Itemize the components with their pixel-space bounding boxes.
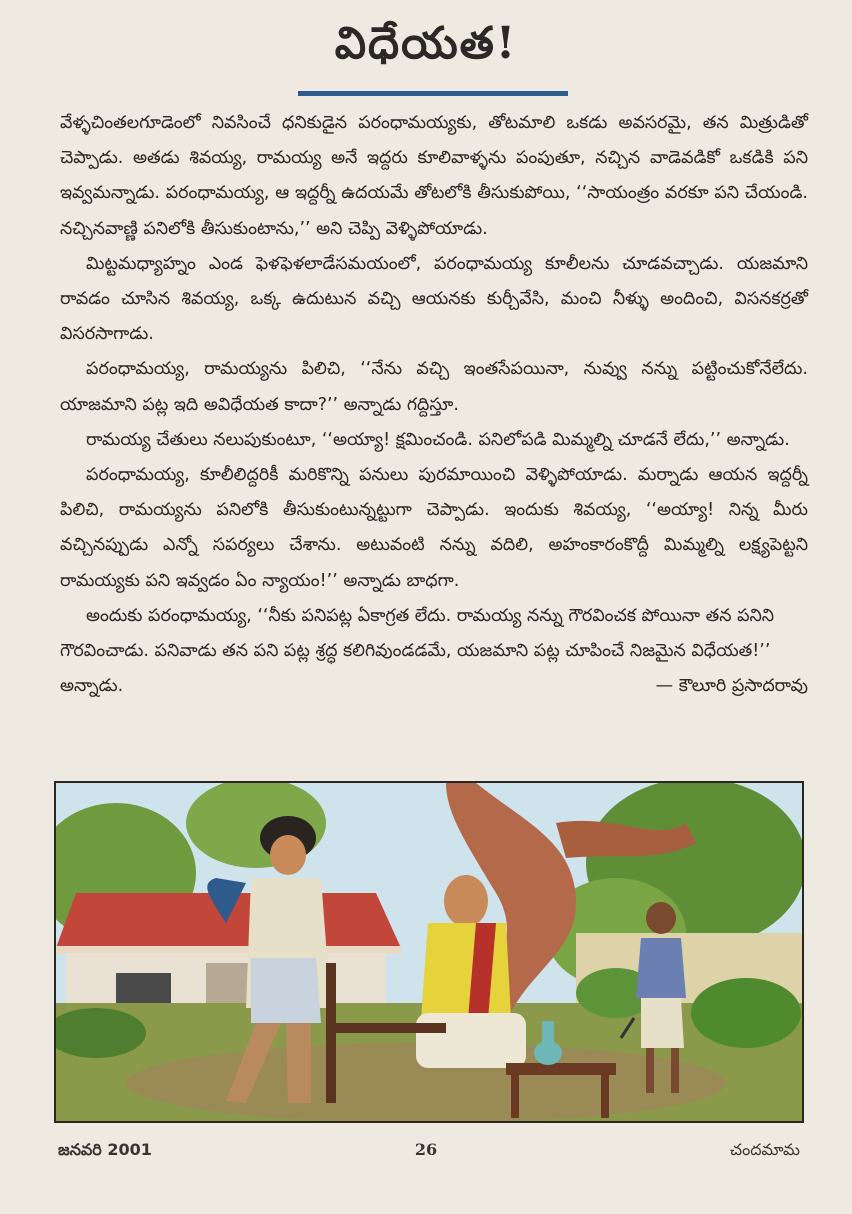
story-paragraph-6-wrap bbox=[60, 599, 808, 705]
page-number: 26 bbox=[414, 1140, 438, 1159]
story-paragraph-2: మిట్టమధ్యాహ్నం ఎండ ఫెళఫెళలాడేసమయంలో, పరంధామయ్య కూలీలను చూడవచ్చాడు. యజమాని రావడం చూసిన శివయ్య, ఒక్క ఉదుటున వచ్చి ఆయనకు కుర్చీవేసి, మంచి నీళ్ళు అందించి, విసనకర్రతో విసరసాగాడు. bbox=[60, 253, 808, 345]
illustration-scene bbox=[56, 783, 802, 1121]
issue-date: జనవరి 2001 bbox=[58, 1140, 152, 1159]
story-paragraph-6: అందుకు పరంధామయ్య, ‘‘నీకు పనిపట్ల ఏకాగ్రత లేదు. రామయ్య నన్ను గౌరవించక పోయినా తన పనిని గౌరవించాడు. పనివాడు తన పని పట్ల శ్రద్ధ కలిగివుండడమే, యజమాని పట్ల చూపించే నిజమైన విధేయత!’’ అన్నాడు. bbox=[60, 605, 775, 697]
author-credit: — కౌలూరి ప్రసాదరావు bbox=[655, 676, 808, 697]
story-illustration bbox=[54, 781, 804, 1123]
story-title: విధేయత! bbox=[334, 18, 518, 69]
story-paragraph-4: రామయ్య చేతులు నలుపుకుంటూ, ‘‘అయ్యా! క్షమించండి. పనిలోపడి మిమ్మల్ని చూడనే లేదు,’’ అన్నాడు. bbox=[86, 429, 790, 450]
story-body bbox=[60, 106, 808, 704]
title-underline bbox=[298, 91, 568, 96]
story-paragraph-3: పరంధామయ్య, రామయ్యను పిలిచి, ‘‘నేను వచ్చి ఇంతసేపయినా, నువ్వు నన్ను పట్టించుకోనేలేదు. యాజమాని పట్ల ఇది అవిధేయత కాదా?’’ అన్నాడు గద్దిస్తూ. bbox=[60, 359, 808, 415]
magazine-name: చందమామ bbox=[729, 1140, 800, 1159]
story-paragraph-5: పరంధామయ్య, కూలీలిద్దరికీ మరికొన్ని పనులు పురమాయించి వెళ్ళిపోయాడు. మర్నాడు ఆయన ఇద్దర్నీ పిలిచి, రామయ్యను పనిలోకి తీసుకుంటున్నట్టుగా చెప్పాడు. ఇందుకు శివయ్య, ‘‘అయ్యా! నిన్న మీరు వచ్చినప్పుడు ఎన్నో సపర్యలు చేశాను. అటువంటి నన్ను వదిలి, అహంకారంకొద్దీ మిమ్మల్ని లక్ష్యపెట్టని రామయ్యకు పని ఇవ్వడం ఏం న్యాయం!’’ అన్నాడు బాధగా. bbox=[60, 465, 808, 591]
story-paragraph-1: వేళ్ళచింతలగూడెంలో నివసించే ధనికుడైన పరంధామయ్యకు, తోటమాలి ఒకడు అవసరమై, తన మిత్రుడితో చెప్పాడు. అతడు శివయ్య, రామయ్య అనే ఇద్దరు కూలివాళ్ళను పంపుతూ, నచ్చిన వాడెవడికో ఒకడికి పని ఇవ్వమన్నాడు. పరంధామయ్య, ఆ ఇద్దర్నీ ఉదయమే తోటలోకి తీసుకుపోయి, ‘‘సాయంత్రం వరకూ పని చేయండి. నచ్చినవాణ్ణి పనిలోకి తీసుకుంటాను,’’ అని చెప్పి వెళ్ళిపోయాడు. bbox=[60, 113, 808, 239]
